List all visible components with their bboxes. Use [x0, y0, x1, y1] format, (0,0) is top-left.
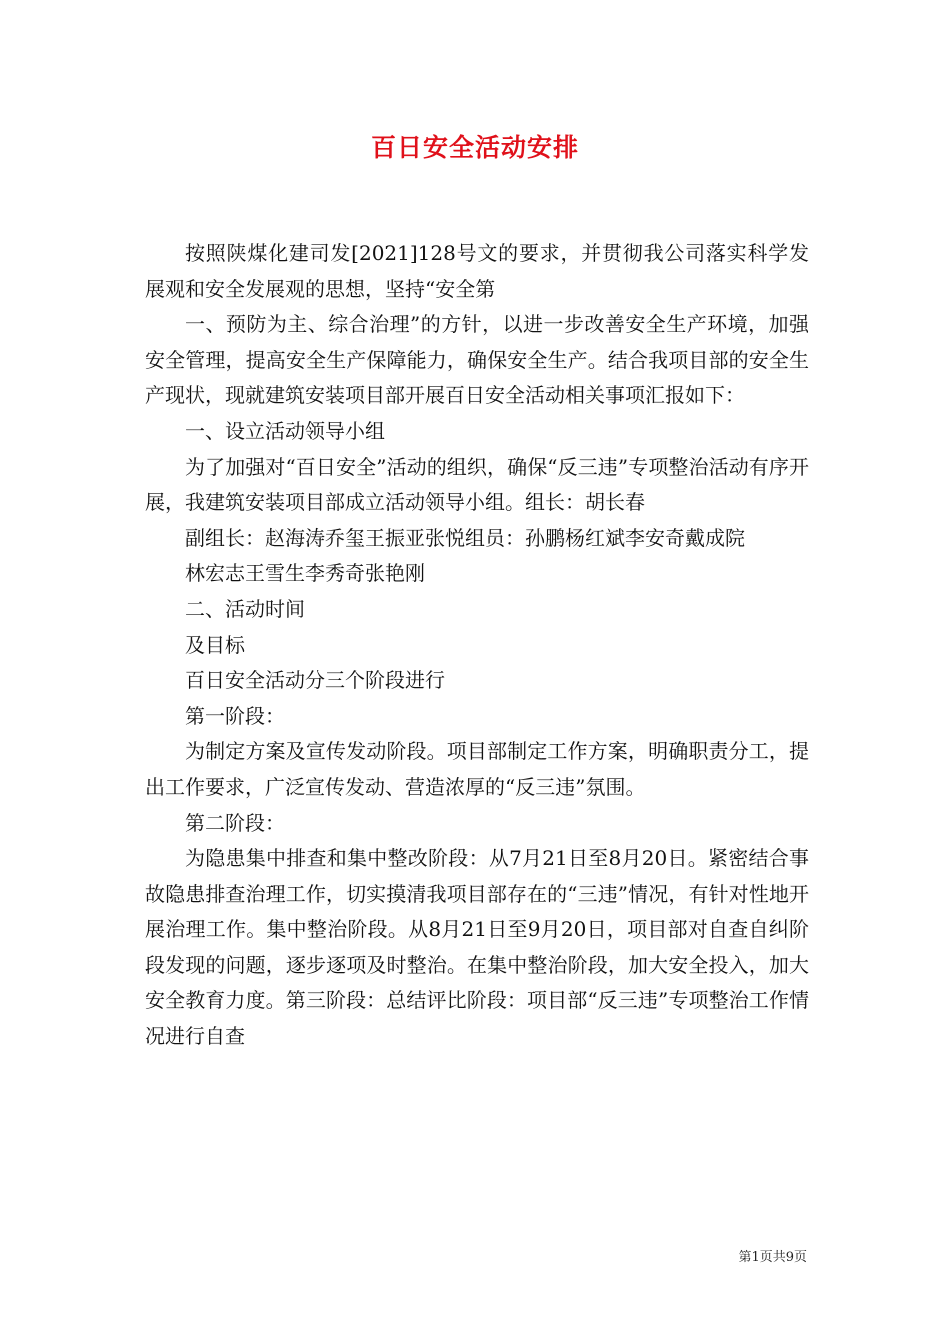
- paragraph: 百日安全活动分三个阶段进行: [185, 668, 445, 693]
- paragraph: 林宏志王雪生李秀奇张艳刚: [185, 561, 425, 586]
- paragraph: 副组长：赵海涛乔玺王振亚张悦组员：孙鹏杨红斌李安奇戴成院: [185, 525, 745, 550]
- paragraph: 按照陕煤化建司发[2021]128号文的要求，并贯彻我公司落实科学发展观和安全发展观的思想，坚持“安全第: [145, 241, 809, 301]
- paragraph: 一、预防为主、综合治理”的方针，以进一步改善安全生产环境，加强安全管理，提高安全生产保障能力，确保安全生产。结合我项目部的安全生产现状，现就建筑安装项目部开展百日安全活动相关事项汇报如下：: [145, 312, 809, 408]
- paragraph: 一、设立活动领导小组: [185, 418, 385, 443]
- paragraph: 为了加强对“百日安全”活动的组织，确保“反三违”专项整治活动有序开展，我建筑安装项目部成立活动领导小组。组长：胡长春: [145, 454, 809, 515]
- document-title: 百日安全活动安排: [370, 133, 579, 162]
- document-body: [145, 236, 809, 1055]
- paragraph: 及目标: [185, 632, 245, 657]
- stage-heading: 第一阶段：: [185, 703, 285, 728]
- paragraph: 为制定方案及宣传发动阶段。项目部制定工作方案，明确职责分工，提出工作要求，广泛宣传发动、营造浓厚的“反三违”氛围。: [145, 739, 809, 799]
- stage-heading: 第二阶段：: [185, 810, 285, 835]
- section-heading: 二、活动时间: [185, 596, 305, 621]
- page-number: 第1页共9页: [738, 1250, 807, 1265]
- paragraph: 为隐患集中排查和集中整改阶段：从7月21日至8月20日。紧密结合事故隐患排查治理工作，切实摸清我项目部存在的“三违”情况，有针对性地开展治理工作。集中整治阶段。从8月21日至9月20日，项目部对自查自纠阶段发现的问题，逐步逐项及时整治。在集中整治阶段，加大安全投入，加大安全教育力度。第三阶段：总结评比阶段：项目部“反三违”专项整治工作情况进行自查: [145, 846, 809, 1049]
